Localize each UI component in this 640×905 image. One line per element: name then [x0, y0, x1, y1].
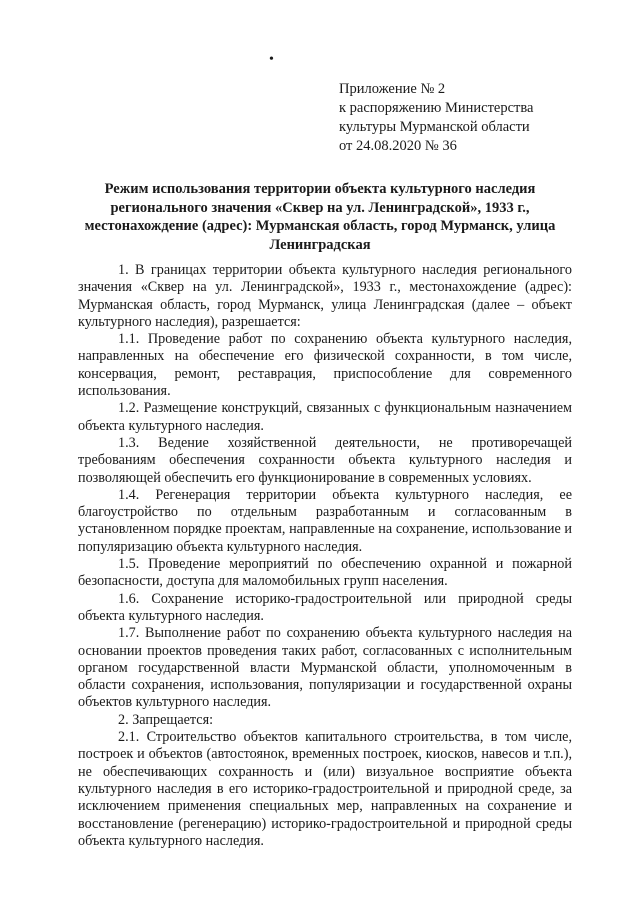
paragraph-1-1: 1.1. Проведение работ по сохранению объекта культурного наследия, направленных на обеспечение его физической сохранности, в том числе, консервация, ремонт, реставрация, приспособление для современного использования.: [78, 331, 572, 400]
paragraph-1-5: 1.5. Проведение мероприятий по обеспечению охранной и пожарной безопасности, доступа для маломобильных групп населения.: [78, 556, 572, 590]
paragraph-1-6: 1.6. Сохранение историко-градостроительной или природной среды объекта культурного наследия.: [78, 590, 572, 624]
paragraph-1-2: 1.2. Размещение конструкций, связанных с функциональным назначением объекта культурного наследия.: [78, 400, 572, 434]
paragraph-1-4: 1.4. Регенерация территории объекта культурного наследия, ее благоустройство по отдельным разработанным и согласованным в установленном порядке проектам, направленные на сохранение, использование и популяризацию объекта культурного наследия.: [78, 486, 572, 555]
paragraph-2-1: 2.1. Строительство объектов капитального строительства, в том числе, построек и объектов (автостоянок, временных построек, киосков, навесов и т.п.), не обеспечивающих сохранность и (или) визуальное восприятие объекта культурного наследия в его историко-градостроительной и природной среде, за исключением применения специальных мер, направленных на сохранение и восстановление (регенерацию) историко-градостроительной и природной среды объекта культурного наследия.: [78, 729, 572, 849]
appendix-block: [339, 80, 609, 156]
document-body: [78, 262, 572, 850]
appendix-line-4: от 24.08.2020 № 36: [339, 138, 457, 154]
paragraph-1: 1. В границах территории объекта культурного наследия регионального значения «Сквер на ул. Ленинградской», 1933 г., местонахождение (адрес): Мурманская область, город Мурманск, улица Ленинградская (далее – объект культурного наследия), разрешается:: [78, 262, 572, 330]
paragraph-1-7: 1.7. Выполнение работ по сохранению объекта культурного наследия на основании проектов проведения таких работ, согласованных с исполнительным органом государственной власти Мурманской области, уполномоченным в области сохранения, использования, популяризации и государственной охраны объектов культурного наследия.: [78, 625, 572, 711]
appendix-line-1: Приложение № 2: [339, 81, 446, 97]
appendix-line-2: к распоряжению Министерства: [339, 100, 534, 116]
appendix-line-3: культуры Мурманской области: [339, 119, 530, 135]
bullet-mark: •: [269, 52, 274, 67]
document-title: Режим использования территории объекта культурного наследия регионального значения «Сквер на ул. Ленинградской», 1933 г., местонахождение (адрес): Мурманская область, город Мурманск, улица Ленинградская: [84, 181, 556, 253]
paragraph-1-3: 1.3. Ведение хозяйственной деятельности, не противоречащей требованиям обеспечения сохранности объекта культурного наследия и позволяющей обеспечить его функционирование в современных условиях.: [78, 434, 572, 486]
paragraph-2: 2. Запрещается:: [118, 711, 214, 728]
